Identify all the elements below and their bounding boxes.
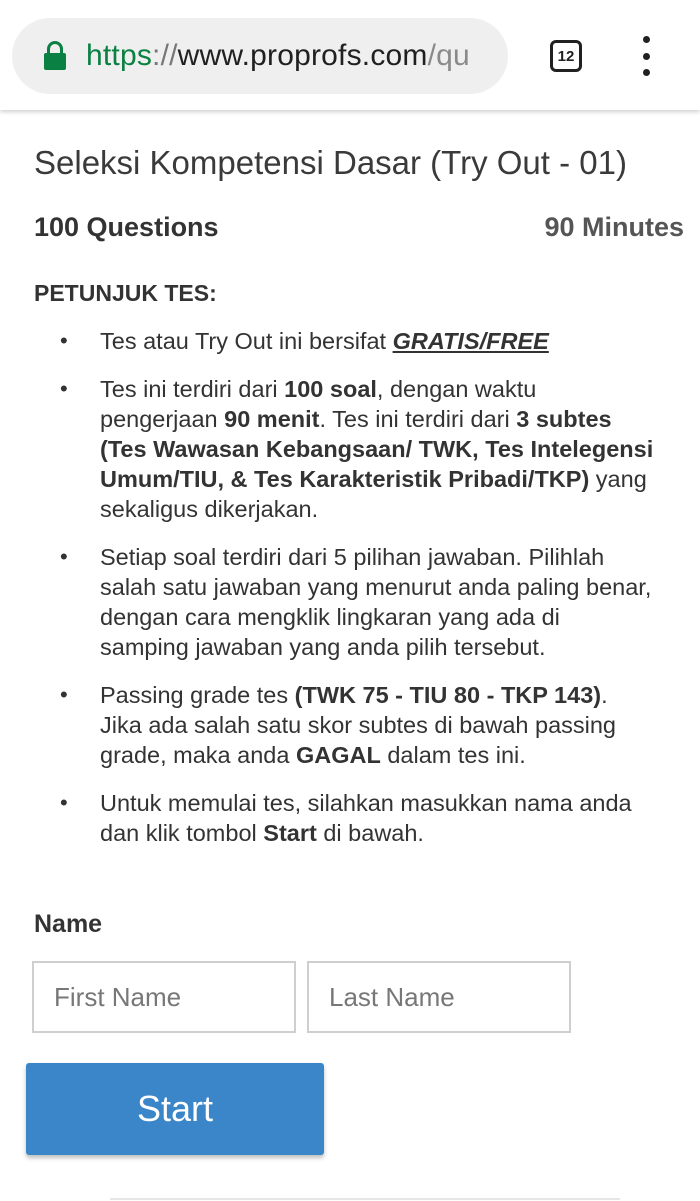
url-scheme: https [86, 39, 153, 72]
instruction-text: dalam tes ini. [380, 742, 526, 768]
name-label: Name [34, 910, 103, 938]
url-path: /qu [427, 39, 470, 72]
last-name-input[interactable] [307, 961, 571, 1033]
lock-icon [44, 41, 66, 71]
instructions-list [34, 318, 654, 866]
instruction-text: Untuk memulai tes, silahkan masukkan nama anda dan klik tombol [100, 790, 632, 846]
instruction-text: Passing grade tes [100, 682, 295, 708]
address-bar[interactable] [12, 18, 508, 94]
start-button[interactable]: Start [26, 1063, 324, 1155]
instruction-text: Tes atau Try Out ini bersifat [100, 328, 393, 354]
instruction-item [34, 788, 654, 848]
url-separator: :// [152, 39, 178, 72]
question-count: 100 Questions [34, 212, 219, 242]
instruction-text: Start [263, 820, 317, 846]
instruction-text: Setiap soal terdiri dari 5 pilihan jawaban. Pilihlah salah satu jawaban yang menurut anda paling benar, dengan cara mengklik lingkaran yang ada di samping jawaban yang anda pilih tersebut. [100, 544, 652, 660]
instruction-text: . Tes ini terdiri dari [319, 406, 517, 432]
instruction-text: GAGAL [295, 742, 381, 768]
instruction-text: 3 subtes (Tes Wawasan Kebangsaan/ TWK, Tes Intelegensi Umum/TIU, & Tes Karakteristik Pribadi/TKP) [100, 406, 654, 492]
tab-switcher-button[interactable] [550, 40, 582, 72]
instruction-text: GRATIS/FREE [392, 328, 549, 354]
instruction-text: yang sekaligus dikerjakan. [100, 466, 647, 522]
tab-count: 12 [557, 47, 575, 65]
instruction-item [34, 374, 654, 524]
url-host: www.proprofs.com [177, 39, 428, 72]
instruction-item [34, 680, 654, 770]
first-name-input[interactable] [32, 961, 296, 1033]
instruction-text: . Jika ada salah satu skor subtes di bawah passing grade, maka anda [100, 682, 617, 768]
instructions-heading: PETUNJUK TES: [34, 280, 217, 306]
instruction-item [34, 326, 654, 356]
browser-toolbar [0, 0, 700, 110]
more-vert-icon[interactable] [634, 36, 658, 76]
page-title: Seleksi Kompetensi Dasar (Try Out - 01) [34, 144, 627, 181]
instruction-text: Tes ini terdiri dari [100, 376, 285, 402]
instruction-text: , dengan waktu pengerjaan [100, 376, 537, 432]
instruction-item [34, 542, 654, 662]
instruction-text: (TWK 75 - TIU 80 - TKP 143) [294, 682, 602, 708]
divider [110, 1198, 620, 1200]
instruction-text: 90 menit [224, 406, 320, 432]
url-text[interactable] [86, 39, 470, 73]
instruction-text: 100 soal [284, 376, 377, 402]
instruction-text: di bawah. [316, 820, 424, 846]
time-limit: 90 Minutes [544, 212, 684, 242]
